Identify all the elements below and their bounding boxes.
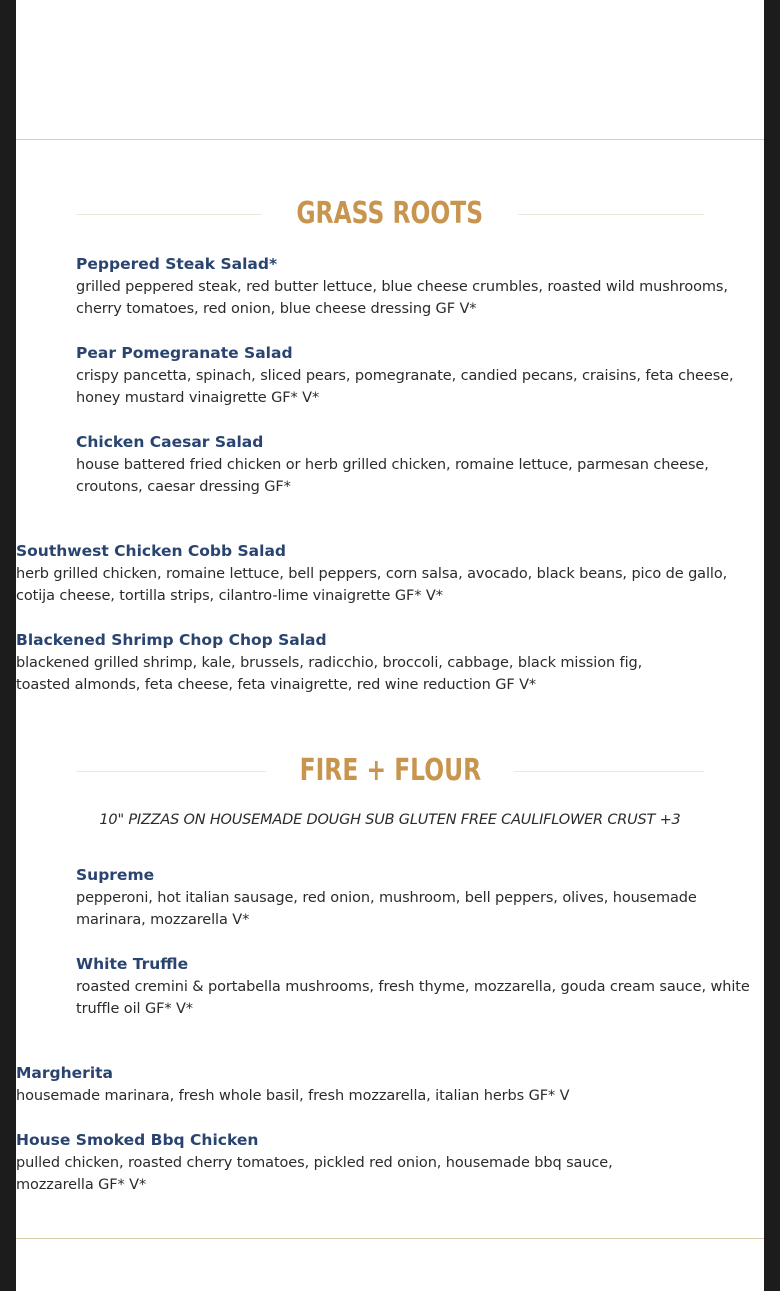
item-description: blackened grilled shrimp, kale, brussels, radicchio, broccoli, cabbage, black mission fig, toasted almonds, feta cheese, feta vinaigrette, red wine reduction GF V* bbox=[16, 655, 643, 693]
item-description: herb grilled chicken, romaine lettuce, bell peppers, corn salsa, avocado, black beans, pico de gallo, cotija cheese, tortilla strips, cilantro-lime vinaigrette GF* V* bbox=[16, 566, 728, 604]
item-name: Supreme bbox=[76, 866, 155, 884]
menu-item-peppered-steak-salad bbox=[76, 253, 756, 320]
item-description: housemade marinara, fresh whole basil, fresh mozzarella, italian herbs GF* V bbox=[16, 1088, 570, 1104]
menu-item-white-truffle bbox=[76, 953, 756, 1020]
pizza-note: 10" PIZZAS ON HOUSEMADE DOUGH SUB GLUTEN FREE CAULIFLOWER CRUST +3 bbox=[99, 812, 681, 828]
item-name: White Truffle bbox=[76, 955, 189, 973]
item-description: roasted cremini & portabella mushrooms, fresh thyme, mozzarella, gouda cream sauce, white truffle oil GF* V* bbox=[76, 979, 750, 1017]
menu-item-supreme bbox=[76, 864, 756, 931]
item-name: Peppered Steak Salad* bbox=[76, 255, 278, 273]
header-rule-left bbox=[76, 771, 266, 772]
item-name: Pear Pomegranate Salad bbox=[76, 344, 293, 362]
header-rule-right bbox=[518, 214, 704, 215]
item-name: Blackened Shrimp Chop Chop Salad bbox=[16, 631, 327, 649]
item-description: pepperoni, hot italian sausage, red onion, mushroom, bell peppers, olives, housemade marinara, mozzarella V* bbox=[76, 890, 697, 928]
item-description: crispy pancetta, spinach, sliced pears, pomegranate, candied pecans, craisins, feta cheese, honey mustard vinaigrette GF* V* bbox=[76, 368, 734, 406]
item-name: Margherita bbox=[16, 1064, 113, 1082]
section-header-grass-roots bbox=[76, 196, 704, 232]
item-name: House Smoked Bbq Chicken bbox=[16, 1131, 259, 1149]
header-rule-right bbox=[514, 771, 704, 772]
section-title-grass-roots: GRASS ROOTS bbox=[296, 196, 484, 231]
section-header-fire-flour bbox=[76, 753, 704, 789]
menu-item-southwest-chicken-cobb-salad bbox=[16, 540, 736, 607]
divider-bottom bbox=[16, 1238, 764, 1239]
header-rule-left bbox=[76, 214, 262, 215]
item-name: Southwest Chicken Cobb Salad bbox=[16, 542, 287, 560]
section-title-fire-flour: FIRE + FLOUR bbox=[299, 753, 481, 788]
menu-page bbox=[16, 0, 764, 1291]
divider-top bbox=[16, 139, 764, 140]
menu-item-margherita bbox=[16, 1062, 736, 1107]
menu-item-blackened-shrimp-chop-chop-salad bbox=[16, 629, 676, 696]
menu-item-house-smoked-bbq-chicken bbox=[16, 1129, 656, 1196]
item-description: house battered fried chicken or herb grilled chicken, romaine lettuce, parmesan cheese, croutons, caesar dressing GF* bbox=[76, 457, 709, 495]
item-description: grilled peppered steak, red butter lettuce, blue cheese crumbles, roasted wild mushrooms, cherry tomatoes, red onion, blue cheese dressing GF V* bbox=[76, 279, 728, 317]
item-name: Chicken Caesar Salad bbox=[76, 433, 264, 451]
menu-item-chicken-caesar-salad bbox=[76, 431, 756, 498]
item-description: pulled chicken, roasted cherry tomatoes, pickled red onion, housemade bbq sauce, mozzarella GF* V* bbox=[16, 1155, 613, 1193]
menu-item-pear-pomegranate-salad bbox=[76, 342, 756, 409]
